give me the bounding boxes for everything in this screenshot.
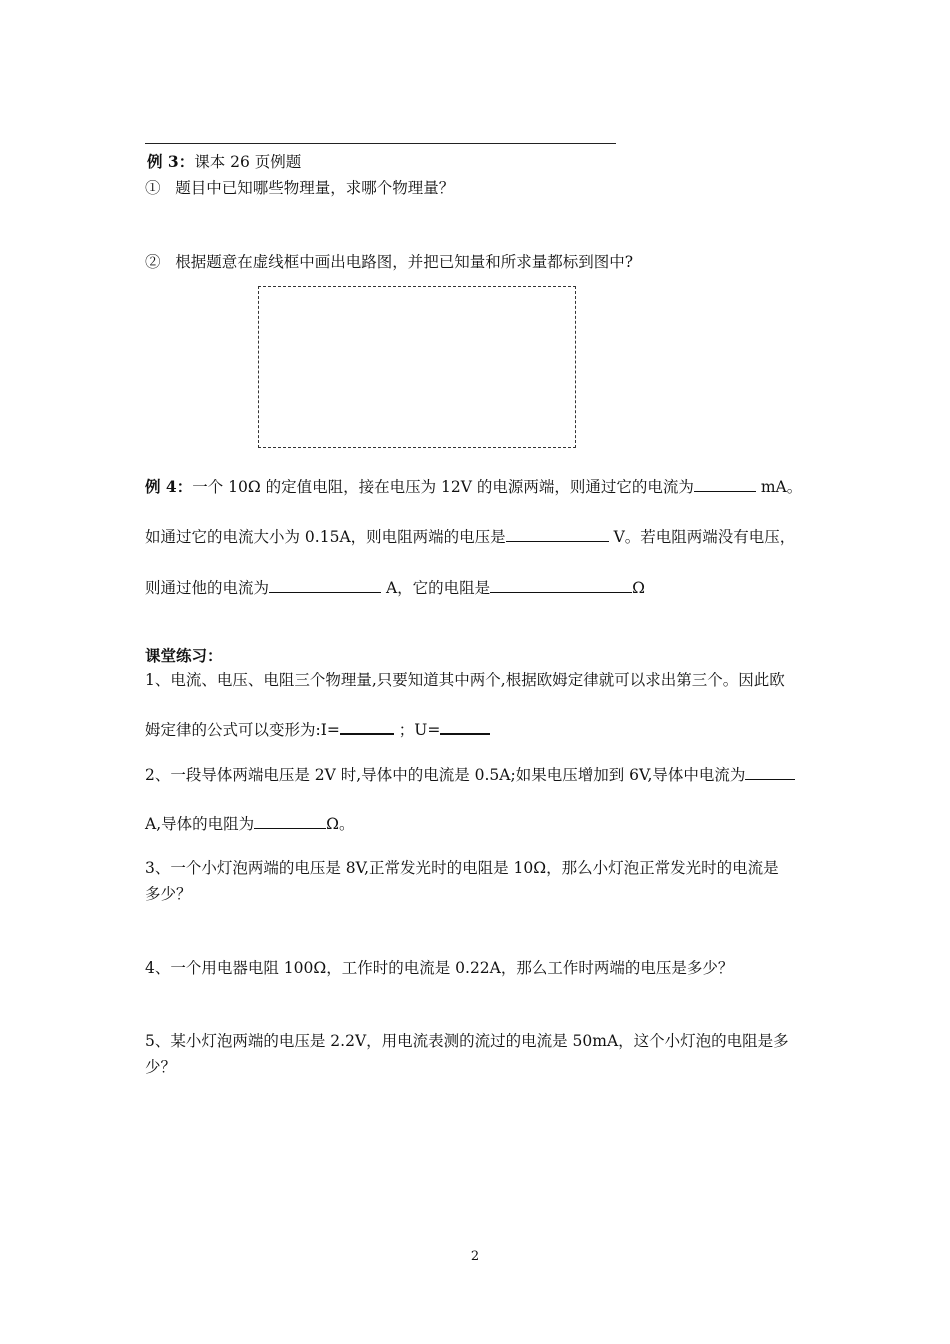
example4-text-1a: 一个 10Ω 的定值电阻，接在电压为 12V 的电源两端，则通过它的电流为 (192, 478, 694, 496)
example3-colon: ： (178, 152, 195, 171)
practice-q2-line-1 (145, 763, 795, 785)
answer-blank-current-ma[interactable] (694, 477, 756, 492)
practice-q1-line-1: 1、电流、电压、电阻三个物理量,只要知道其中两个,根据欧姆定律就可以求出第三个。因此欧 (145, 671, 785, 689)
example3-question-1 (145, 176, 454, 198)
page-number: 2 (470, 1249, 480, 1264)
practice-q2-line-2 (145, 812, 354, 834)
example4-label: 例 4 (145, 477, 177, 496)
answer-blank-formula-i[interactable] (340, 719, 394, 735)
answer-blank-formula-u[interactable] (440, 719, 490, 735)
example4-colon: ： (176, 477, 193, 496)
answer-blank-q2-resistance[interactable] (254, 814, 326, 829)
question-2-marker: ② (145, 253, 161, 271)
practice-q5-line-1: 5、某小灯泡两端的电压是 2.2V，用电流表测的流过的电流是 50mA，这个小灯泡的电阻是多 (145, 1032, 789, 1050)
answer-blank-q2-current[interactable] (745, 765, 795, 780)
practice-q3-line-1: 3、一个小灯泡两端的电压是 8V,正常发光时的电阻是 10Ω，那么小灯泡正常发光时的电流是 (145, 859, 779, 877)
practice-q1-text-a: 姆定律的公式可以变形为:I= (145, 721, 340, 739)
example3-question-2 (145, 250, 633, 272)
example4-text-3a: 则通过他的电流为 (145, 579, 270, 597)
example4-line-1 (145, 475, 802, 497)
answer-blank-current-a[interactable] (269, 578, 381, 593)
practice-q4: 4、一个用电器电阻 100Ω，工作时的电流是 0.22A，那么工作时两端的电压是多少？ (145, 959, 734, 977)
example4-line-2 (145, 525, 795, 547)
example4-text-1b: mA。 (755, 478, 803, 496)
practice-q3-line-2: 多少？ (145, 885, 192, 903)
example4-text-2a: 如通过它的电流大小为 0.15A，则电阻两端的电压是 (145, 528, 506, 546)
circuit-diagram-dashed-box[interactable] (258, 286, 576, 448)
practice-q1-line-2 (145, 718, 490, 740)
practice-q2-text-2a: A,导体的电阻为 (145, 815, 255, 833)
question-1-marker: ① (145, 179, 161, 197)
question-2-text: 根据题意在虚线框中画出电路图，并把已知量和所求量都标到图中? (175, 253, 634, 271)
practice-q5-line-2: 少？ (145, 1058, 177, 1076)
practice-q1-text-b: ；U= (393, 721, 441, 739)
practice-q2-text-2b: Ω。 (326, 815, 355, 833)
example4-text-2b: V。若电阻两端没有电压， (608, 528, 796, 546)
example3-heading (147, 150, 301, 172)
example4-text-3b: A，它的电阻是 (381, 579, 491, 597)
practice-q2-text-1: 2、一段导体两端电压是 2V 时,导体中的电流是 0.5A;如果电压增加到 6V,导体中电流为 (145, 766, 746, 784)
example3-title: 课本 26 页例题 (194, 153, 302, 171)
top-divider-line (145, 143, 616, 144)
example4-text-3c: Ω (632, 579, 645, 597)
example3-label: 例 3 (147, 152, 179, 171)
answer-blank-voltage[interactable] (506, 527, 609, 542)
question-1-text: 题目中已知哪些物理量，求哪个物理量？ (175, 179, 455, 197)
practice-heading: 课堂练习： (145, 646, 223, 665)
answer-blank-resistance[interactable] (490, 578, 632, 593)
example4-line-3 (145, 576, 645, 598)
